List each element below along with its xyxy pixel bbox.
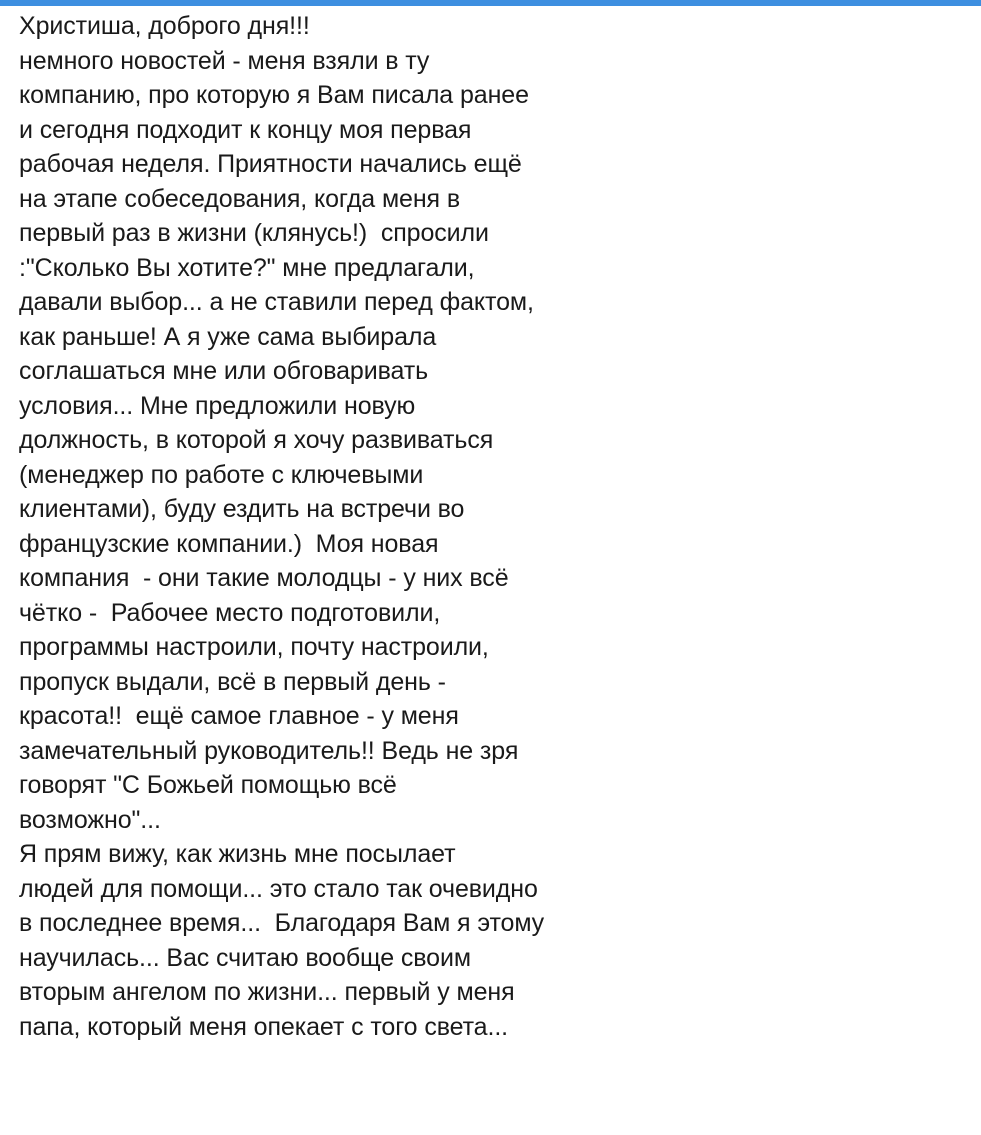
message-line: Христиша, доброго дня!!! [19,12,310,40]
message-line: рабочая неделя. Приятности начались ещё [19,150,522,178]
message-line: первый раз в жизни (клянусь!) спросили [19,219,489,247]
message-line: пропуск выдали, всё в первый день - [19,667,446,696]
top-accent-bar [0,0,981,6]
message-line: компанию, про которую я Вам писала ранее [19,81,529,109]
message-line: чётко - Рабочее место подготовили, [19,598,441,627]
message-line: на этапе собеседования, когда меня в [19,184,461,213]
message-line: должность, в которой я хочу развиваться [19,426,494,454]
message-line: папа, который меня опекает с того света... [19,1012,509,1041]
message-line: немного новостей - меня взяли в ту [19,46,430,75]
message-line: возможно"... [19,805,161,834]
message-line: условия... Мне предложили новую [19,391,416,420]
message-line: людей для помощи... это стало так очевидно [19,874,538,903]
message-line: программы настроили, почту настроили, [19,633,489,661]
message-line: соглашаться мне или обговаривать [19,357,429,385]
message-line: говорят "С Божьей помощью всё [19,771,397,799]
message-text [19,9,959,1044]
message-line: французские компании.) Моя новая [19,529,439,558]
message-line: Я прям вижу, как жизнь мне посылает [19,840,456,868]
message-line: клиентами), буду ездить на встречи во [19,495,465,523]
message-line: давали выбор... а не ставили перед фактом, [19,288,534,316]
message-line: в последнее время... Благодаря Вам я этому [19,909,545,937]
message-line: вторым ангелом по жизни... первый у меня [19,978,515,1006]
message-line: и сегодня подходит к концу моя первая [19,115,472,144]
message-line: (менеджер по работе с ключевыми [19,460,424,489]
message-line: научилась... Вас считаю вообще своим [19,943,471,972]
message-line: красота!! ещё самое главное - у меня [19,702,459,730]
message-line: как раньше! А я уже сама выбирала [19,322,437,351]
message-line: замечательный руководитель!! Ведь не зря [19,736,519,765]
message-line: компания - они такие молодцы - у них всё [19,564,509,592]
message-line: :"Сколько Вы хотите?" мне предлагали, [19,253,475,282]
